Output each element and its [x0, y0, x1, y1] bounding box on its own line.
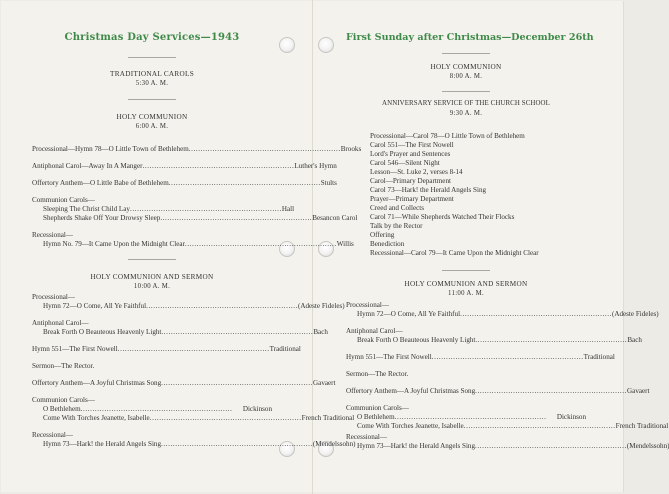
program-item: Offering — [370, 231, 395, 239]
program-item: Carol 546—Silent Night — [370, 159, 440, 167]
section-time: 9:30 A. M. — [449, 110, 483, 117]
program-item: O Bethlehem ................................................................ Dickinson — [43, 405, 272, 413]
program-item: Recessional—Carol 79—It Came Upon the Midnight Clear — [370, 249, 539, 257]
section-time: 8:00 A. M. — [449, 73, 483, 80]
program-item: Carol—Primary Department — [370, 177, 451, 185]
program-item: Sermon—The Rector. — [346, 370, 409, 378]
binder-hole — [318, 37, 334, 53]
section-heading: HOLY COMMUNION AND SERMON — [90, 273, 214, 281]
divider — [128, 57, 176, 58]
program-label: Communion Carols— — [32, 396, 95, 404]
program-item: Antiphonal Carol—Away In A Manger ................................................................ Luther's Hymn — [32, 162, 337, 170]
section-heading: HOLY COMMUNION AND SERMON — [404, 280, 528, 288]
program-label: Processional— — [32, 293, 75, 301]
section-time: 5:30 A. M. — [135, 80, 169, 87]
page-title: First Sunday after Christmas—December 26th — [346, 32, 594, 43]
program-label: Communion Carols— — [32, 196, 95, 204]
program-item: Come With Torches Jeanette, Isabelle ................................................................ French Traditional — [357, 422, 669, 430]
divider — [128, 99, 176, 100]
left-page — [32, 0, 362, 494]
program-item: Sleeping The Christ Child Lay ................................................................ Hall — [43, 205, 295, 213]
program-label: Recessional— — [346, 433, 387, 441]
program-item: Talk by the Rector — [370, 222, 423, 230]
program-item: O Bethlehem ................................................................ Dickinson — [357, 413, 586, 421]
program-item: Carol 551—The First Nowell — [370, 141, 454, 149]
program-item: Hymn 72—O Come, All Ye Faithful ................................................................ (Adeste Fideles) — [357, 310, 659, 318]
section-time: 6:00 A. M. — [135, 123, 169, 130]
program-label: Recessional— — [32, 431, 73, 439]
program-item: Hymn 72—O Come, All Ye Faithful ................................................................ (Adeste Fideles) — [43, 302, 345, 310]
program-label: Recessional— — [32, 231, 73, 239]
program-item: Shepherds Shake Off Your Drowsy Sleep ................................................................ Besancon Carol — [43, 214, 358, 222]
binder-hole — [279, 37, 295, 53]
program-item: Carol 73—Hark! the Herald Angels Sing — [370, 186, 487, 194]
program-item: Prayer—Primary Department — [370, 195, 454, 203]
program-item: Processional—Carol 78—O Little Town of Bethlehem — [370, 132, 525, 140]
program-item: Lord's Prayer and Sentences — [370, 150, 451, 158]
program-item: Benediction — [370, 240, 405, 248]
program-item: Come With Torches Jeanette, Isabelle ................................................................ French Traditional — [43, 414, 355, 422]
program-item: Offertory Anthem—A Joyful Christmas Song ................................................................ Gavaert — [346, 387, 650, 395]
program-label: Communion Carols— — [346, 404, 409, 412]
divider — [442, 53, 490, 54]
divider — [442, 91, 490, 92]
section-time: 11:00 A. M. — [448, 290, 484, 297]
section-heading: ANNIVERSARY SERVICE OF THE CHURCH SCHOOL — [382, 100, 550, 107]
divider — [442, 270, 490, 271]
section-heading: HOLY COMMUNION — [430, 63, 502, 71]
program-item: Break Forth O Beauteous Heavenly Light ................................................................ Bach — [357, 336, 642, 344]
program-label: Processional— — [346, 301, 389, 309]
program-item: Hymn 73—Hark! the Herald Angels Sing ................................................................ (Mendelssohn) — [357, 442, 669, 450]
program-item: Hymn 551—The First Nowell ................................................................ Traditional — [346, 353, 615, 361]
section-time: 10:00 A. M. — [133, 283, 171, 290]
program-label: Antiphonal Carol— — [32, 319, 89, 327]
program-item: Processional—Hymn 78—O Little Town of Bethlehem ................................................................ Brooks — [32, 145, 362, 153]
section-heading: HOLY COMMUNION — [116, 113, 188, 121]
program-item: Hymn 73—Hark! the Herald Angels Sing ................................................................ (Mendelssohn) — [43, 440, 356, 448]
program-item: Sermon—The Rector. — [32, 362, 95, 370]
section-heading: TRADITIONAL CAROLS — [110, 70, 194, 78]
program-item: Hymn 551—The First Nowell ................................................................ Traditional — [32, 345, 301, 353]
program-item: Offertory Anthem—A Joyful Christmas Song ................................................................ Gavaert — [32, 379, 336, 387]
program-item: Hymn No. 79—It Came Upon the Midnight Clear ................................................................ Willis — [43, 240, 354, 248]
program-item: Break Forth O Beauteous Heavenly Light ................................................................ Bach — [43, 328, 328, 336]
right-page — [346, 0, 669, 494]
program-label: Antiphonal Carol— — [346, 327, 403, 335]
program-item: Creed and Collects — [370, 204, 424, 212]
program-item: Carol 71—While Shepherds Watched Their Flocks — [370, 213, 515, 221]
program-item: Offertory Anthem—O Little Babe of Bethlehem ................................................................ Stults — [32, 179, 337, 187]
page-title: Christmas Day Services—1943 — [64, 32, 240, 43]
program-item: Lesson—St. Luke 2, verses 8-14 — [370, 168, 463, 176]
divider — [128, 259, 176, 260]
